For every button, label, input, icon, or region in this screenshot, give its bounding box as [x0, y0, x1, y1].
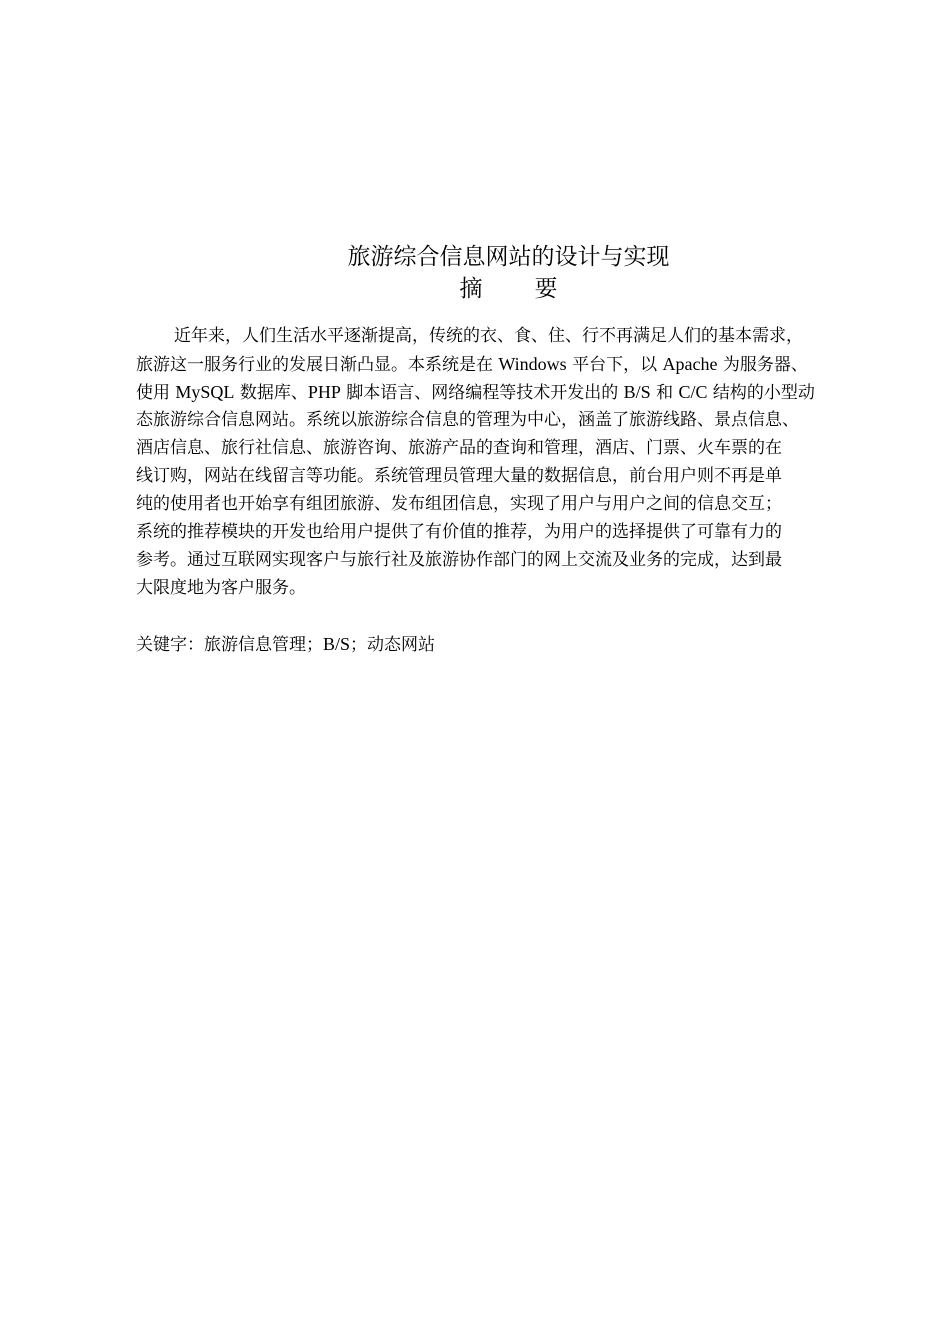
abstract-body: [136, 322, 906, 602]
abstract-line: 近年来，人们生活水平逐渐提高，传统的衣、食、住、行不再满足人们的基本需求，: [174, 326, 803, 346]
abstract-line: 态旅游综合信息网站。系统以旅游综合信息的管理为中心，涵盖了旅游线路、景点信息、: [136, 410, 799, 430]
abstract-line: 系统的推荐模块的开发也给用户提供了有价值的推荐，为用户的选择提供了可靠有力的: [136, 522, 782, 542]
abstract-line: 旅游这一服务行业的发展日渐凸显。本系统是在 Windows 平台下，以 Apache 为服务器、: [136, 354, 808, 375]
document-title: 旅游综合信息网站的设计与实现: [347, 244, 670, 270]
keyword: 旅游信息管理；: [204, 635, 323, 655]
abstract-line: 酒店信息、旅行社信息、旅游咨询、旅游产品的查询和管理，酒店、门票、火车票的在: [136, 438, 782, 458]
keyword: B/S: [323, 634, 351, 654]
abstract-line: 使用 MySQL 数据库、PHP 脚本语言、网络编程等技术开发出的 B/S 和 C/C 结构的小型动: [136, 382, 815, 403]
abstract-line: 大限度地为客户服务。: [136, 578, 306, 598]
abstract-line: 参考。通过互联网实现客户与旅行社及旅游协作部门的网上交流及业务的完成，达到最: [136, 550, 782, 570]
abstract-line: 线订购，网站在线留言等功能。系统管理员管理大量的数据信息，前台用户则不再是单: [136, 466, 782, 486]
keywords-line: [136, 630, 435, 659]
abstract-heading: 摘要: [459, 276, 610, 302]
keywords-label: 关键字：: [136, 635, 204, 655]
abstract-line: 纯的使用者也开始享有组团旅游、发布组团信息，实现了用户与用户之间的信息交互；: [136, 494, 782, 514]
keyword: ；动态网站: [350, 635, 436, 655]
